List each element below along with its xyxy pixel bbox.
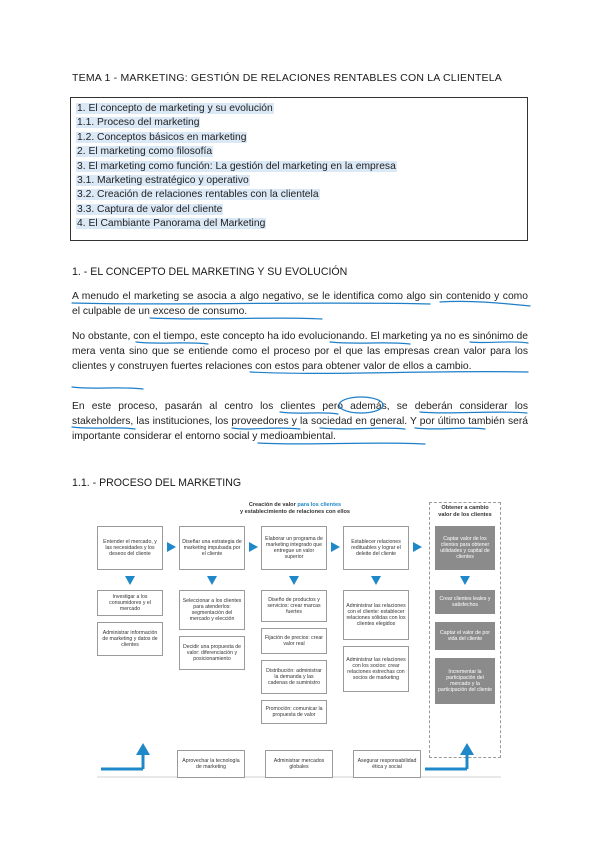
toc-item[interactable]: 1.2. Conceptos básicos en marketing	[77, 131, 247, 143]
toc-item[interactable]: 3. El marketing como función: La gestión del marketing en la empresa	[77, 160, 396, 172]
diagram-header-left: Creación de valor para los clientes y establecimiento de relaciones con ellos	[239, 502, 351, 515]
diagram-header-right: Obtener a cambio valor de los clientes	[438, 505, 492, 518]
col4-item: Administrar las relaciones con el cliente: establecer relaciones sólidas con los clientes elegidos	[343, 590, 409, 640]
bottom-item: Aprovechar la tecnología de marketing	[177, 750, 245, 778]
bottom-item: Asegurar responsabilidad ética y social	[353, 750, 421, 778]
marketing-process-diagram	[95, 496, 503, 796]
step-marketing-program: Elaborar un programa de marketing integrado que entregue un valor superior	[261, 526, 327, 570]
arrow-right-icon	[331, 542, 340, 552]
toc-item[interactable]: 3.1. Marketing estratégico y operativo	[77, 175, 249, 187]
paragraph-3: En este proceso, pasarán al centro los clientes pero además, se deberán considerar los stakeholders, las instituciones, los proveedores y la sociedad en general. Y por último también será importante considerar el entorno social y medioambiental.	[72, 401, 528, 443]
arrow-down-icon	[207, 576, 217, 585]
arrow-up-icon	[136, 743, 150, 755]
toc-item[interactable]: 3.3. Captura de valor del cliente	[77, 203, 223, 215]
toc-item[interactable]: 3.2. Creación de relaciones rentables con la clientela	[77, 189, 319, 201]
step-capture-value: Captar valor de los clientes para obtener utilidades y capital de clientes	[435, 526, 495, 570]
step-build-relationships: Establecer relaciones redituables y lograr el deleite del cliente	[343, 526, 409, 570]
toc-item[interactable]: 1.1. Proceso del marketing	[77, 117, 200, 129]
arrow-up-icon	[460, 743, 474, 755]
arrow-right-icon	[167, 542, 176, 552]
arrow-right-icon	[413, 542, 422, 552]
paragraph-1: A menudo el marketing se asocia a algo negativo, se le identifica como algo sin contenido y como el culpable de un exceso de consumo.	[72, 291, 528, 318]
col3-item: Distribución: administrar la demanda y las cadenas de suministro	[261, 660, 327, 694]
col1-item: Administrar información de marketing y datos de clientes	[97, 622, 163, 656]
col3-item: Promoción: comunicar la propuesta de valor	[261, 700, 327, 724]
arrow-down-icon	[371, 576, 381, 585]
arrow-down-icon	[460, 576, 470, 585]
toc-item[interactable]: 4. El Cambiante Panorama del Marketing	[77, 218, 266, 230]
col4-item: Administrar las relaciones con los socios: crear relaciones estrechas con socios de marketing	[343, 646, 409, 692]
toc-item[interactable]: 1. El concepto de marketing y su evolución	[77, 103, 273, 114]
toc-item[interactable]: 2. El marketing como filosofía	[77, 146, 213, 158]
paragraph-2: No obstante, con el tiempo, este concepto ha ido evolucionando. El marketing ya no es sinónimo de mera venta sino que se entiende como el proceso por el que las empresas crean valor para los clientes y construyen fuertes relaciones con estos para obtener valor de ellos a cambio.	[72, 331, 528, 373]
step-design-strategy: Diseñar una estrategia de marketing impulsada por el cliente	[179, 526, 245, 570]
col5-item: Captar el valor de por vida del cliente	[435, 622, 495, 650]
section-heading-1: 1. - EL CONCEPTO DEL MARKETING Y SU EVOLUCIÓN	[72, 266, 348, 278]
col5-item: Incrementar la participación del mercado y la participación del cliente	[435, 658, 495, 704]
col3-item: Diseño de productos y servicios: crear marcas fuertes	[261, 590, 327, 622]
arrow-right-icon	[249, 542, 258, 552]
col2-item: Seleccionar a los clientes para atenderlos: segmentación del mercado y elección	[179, 590, 245, 630]
step-understand-market: Entender el mercado, y las necesidades y los deseos del cliente	[97, 526, 163, 570]
table-of-contents	[70, 97, 528, 241]
col5-item: Crear clientes leales y satisfechos	[435, 590, 495, 614]
col2-item: Decidir una propuesta de valor: diferenciación y posicionamiento	[179, 636, 245, 670]
col1-item: Investigar a los consumidores y el mercado	[97, 590, 163, 616]
col3-item: Fijación de precios: crear valor real	[261, 628, 327, 654]
bottom-item: Administrar mercados globales	[265, 750, 333, 778]
arrow-down-icon	[125, 576, 135, 585]
section-heading-1-1: 1.1. - PROCESO DEL MARKETING	[72, 477, 242, 489]
arrow-down-icon	[289, 576, 299, 585]
page-title: TEMA 1 - MARKETING: GESTIÓN DE RELACIONES RENTABLES CON LA CLIENTELA	[72, 72, 503, 84]
